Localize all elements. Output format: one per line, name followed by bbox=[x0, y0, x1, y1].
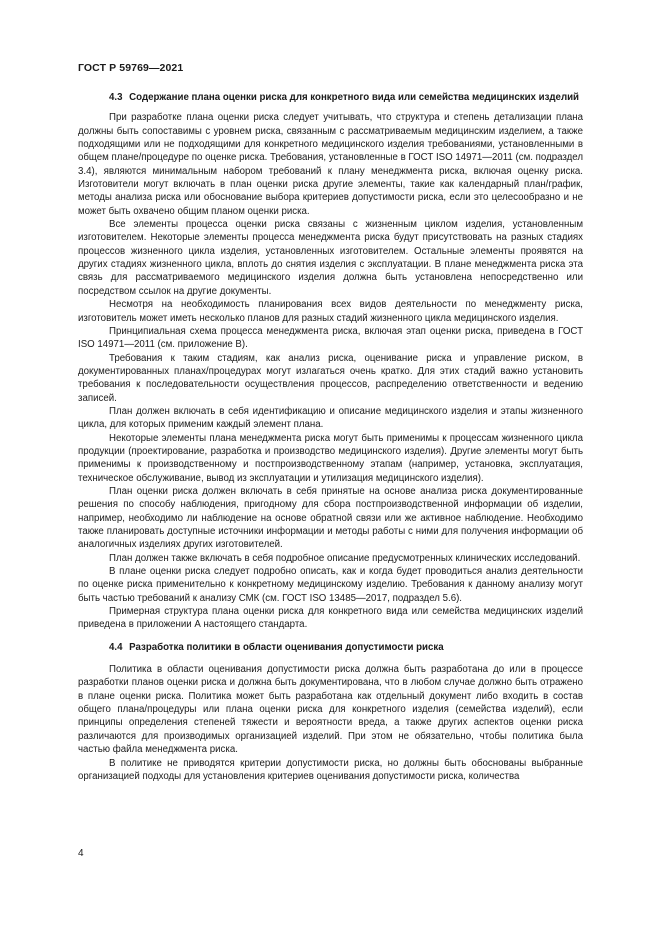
paragraph: Несмотря на необходимость планирования всех видов деятельности по менеджменту риска, изготовитель может иметь несколько планов для разных стадий жизненного цикла медицинского изделия. bbox=[78, 299, 583, 324]
paragraph: План должен включать в себя идентификацию и описание медицинского изделия и этапы жизненного цикла, для которых применим каждый элемент плана. bbox=[78, 405, 583, 431]
paragraph: Все элементы процесса оценки риска связаны с жизненным циклом изделия, установленным изготовителем. Некоторые элементы процесса менеджмента риска будут присутствовать на разных стадиях процессов жизненного цикла изделия, установленных изготовителем. Остальные элементы проявятся на других стадиях жизненного цикла, вплоть до снятия изделия с эксплуатации. В плане менеджмента риска эта связь для рассматриваемого медицинского изделия должна быть установлена непосредственно или посредством ссылок на другие документы. bbox=[78, 219, 583, 297]
section-title: Разработка политики в области оценивания допустимости риска bbox=[129, 641, 444, 653]
paragraph: Принципиальная схема процесса менеджмента риска, включая этап оценки риска, приведена в ГОСТ ISO 14971—2011 (см. приложение В). bbox=[78, 325, 583, 351]
section-number: 4.4 bbox=[109, 641, 123, 653]
document-header: ГОСТ Р 59769—2021 bbox=[78, 62, 184, 74]
section-title: Содержание плана оценки риска для конкретного вида или семейства медицинских изделий bbox=[129, 92, 580, 103]
paragraph: Требования к таким стадиям, как анализ риска, оценивание риска и управление риском, в документированных планах/процедурах могут излагаться очень кратко. Для этих стадий важно установить требования к последовательности осуществления процессов, распределению ответственности и ведению записей. bbox=[78, 352, 583, 404]
section-heading-4-4 bbox=[78, 641, 583, 654]
section-number: 4.3 bbox=[109, 92, 123, 103]
section-heading-4-3 bbox=[78, 91, 583, 104]
paragraph: Примерная структура плана оценки риска для конкретного вида или семейства медицинских изделий приведена в приложении А настоящего стандарта. bbox=[78, 606, 583, 631]
paragraph: План должен также включать в себя подробное описание предусмотренных клинических исследований. bbox=[109, 552, 581, 564]
paragraph: Политика в области оценивания допустимости риска должна быть разработана до или в процессе разработки планов оценки риска и должна быть документирована, что в любом случае должно быть отражено в плане оценки риска. Политика может быть разработана как отдельный документ либо входить в состав общего плана/процедуры или плана оценки риска для конкретного изделия (семейства изделий), если принципы определения степеней тяжести и вероятности вреда, а также других аспектов оценки риска различаются для производимых организацией изделий. При этом не обязательно, чтобы политика была частью файла менеджмента риска. bbox=[78, 664, 583, 756]
page-number: 4 bbox=[78, 848, 84, 859]
paragraph: В плане оценки риска следует подробно описать, как и когда будет проводиться анализ деятельности по оценке риска применительно к конкретному медицинскому изделию. Требования к данному анализу могут быть частью требований к анализу СМК (см. ГОСТ ISO 13485—2017, подраздел 5.6). bbox=[78, 566, 583, 604]
paragraph: Некоторые элементы плана менеджмента риска могут быть применимы к процессам жизненного цикла продукции (проектирование, разработка и производство медицинского изделия). Другие элементы могут быть применимы к производственному и постпроизводственному этапам (например, установка, эксплуатация, техническое обслуживание, вывод из эксплуатации и утилизация медицинского изделия). bbox=[78, 432, 583, 484]
paragraph: В политике не приводятся критерии допустимости риска, но должны быть обоснованы выбранные организацией подходы для установления критериев оценивания допустимости риска, количества bbox=[78, 757, 583, 782]
paragraph: При разработке плана оценки риска следует учитывать, что структура и степень детализации плана должны быть сопоставимы с уровнем риска, связанным с рассматриваемым медицинским изделием, а также подходящими или не подходящими для конкретного медицинского изделия требованиями, установленными в общем плане/процедуре по оценке риска. Требования, установленные в ГОСТ ISO 14971—2011 (см. подраздел 3.4), являются минимальным набором требований к плану менеджмента риска, включая оценку риска. Изготовители могут включать в план оценки риска другие элементы, такие как календарный план/график, методы анализа риска или обоснование выбора критериев допустимости риска, если это целесообразно и не может быть охвачено общим планом оценки риска. bbox=[78, 112, 583, 217]
paragraph: План оценки риска должен включать в себя принятые на основе анализа риска документированные решения по способу наблюдения, пригодному для сбора постпроизводственной информации об изделии, например, необходимо ли наблюдение на основе обратной связи или же активное наблюдение. Необходимо также планировать доступные источники информации и методы работы с ними для получения информации об аналогичных изделиях других изготовителей. bbox=[78, 485, 583, 551]
document-body bbox=[78, 91, 583, 783]
